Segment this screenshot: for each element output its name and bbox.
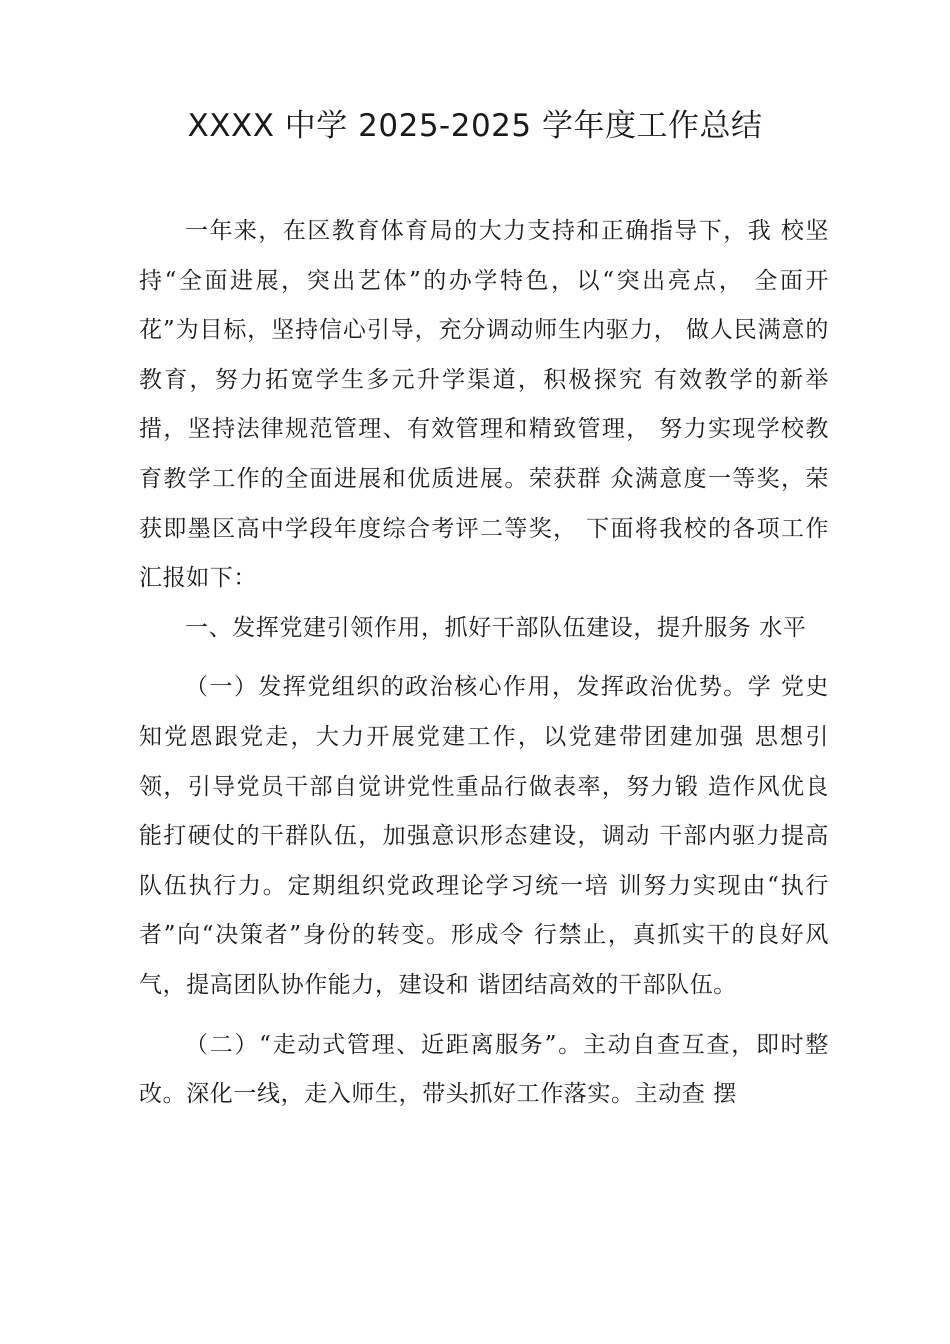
- subsection-paragraph-1: （一）发挥党组织的政治核心作用，发挥政治优势。学 党史知党恩跟党走，大力开展党建工作，以党建带团建加强 思想引领，引导党员干部自觉讲党性重品行做表率，努力锻 造作风优良能打硬仗的干群队伍，加强意识形态建设，调动 干部内驱力提高队伍执行力。定期组织党政理论学习统一培 训努力实现由“执行者”向“决策者”身份的转变。形成令 行禁止，真抓实干的良好风气，提高团队协作能力，建设和 谐团结高效的干部队伍。: [139, 674, 829, 998]
- intro-paragraph: 一年来，在区教育体育局的大力支持和正确指导下，我 校坚持“全面进展，突出艺体”的办学特色，以“突出亮点， 全面开花”为目标，坚持信心引导，充分调动师生内驱力， 做人民满意的教育，努力拓宽学生多元升学渠道，积极探究 有效教学的新举措，坚持法律规范管理、有效管理和精致管理， 努力实现学校教育教学工作的全面进展和优质进展。荣获群 众满意度一等奖，荣获即墨区高中学段年度综合考评二等奖， 下面将我校的各项工作汇报如下：: [139, 218, 829, 592]
- section-heading-1: 一、发挥党建引领作用，抓好干部队伍建设，提升服务 水平: [185, 614, 807, 641]
- document-title: XXXX 中学 2025-2025 学年度工作总结: [187, 108, 763, 144]
- subsection-paragraph-2: （二）“走动式管理、近距离服务”。主动自查互查，即时整改。深化一线，走入师生，带头抓好工作落实。主动查 摆: [139, 1031, 829, 1108]
- document-body: [139, 207, 829, 1120]
